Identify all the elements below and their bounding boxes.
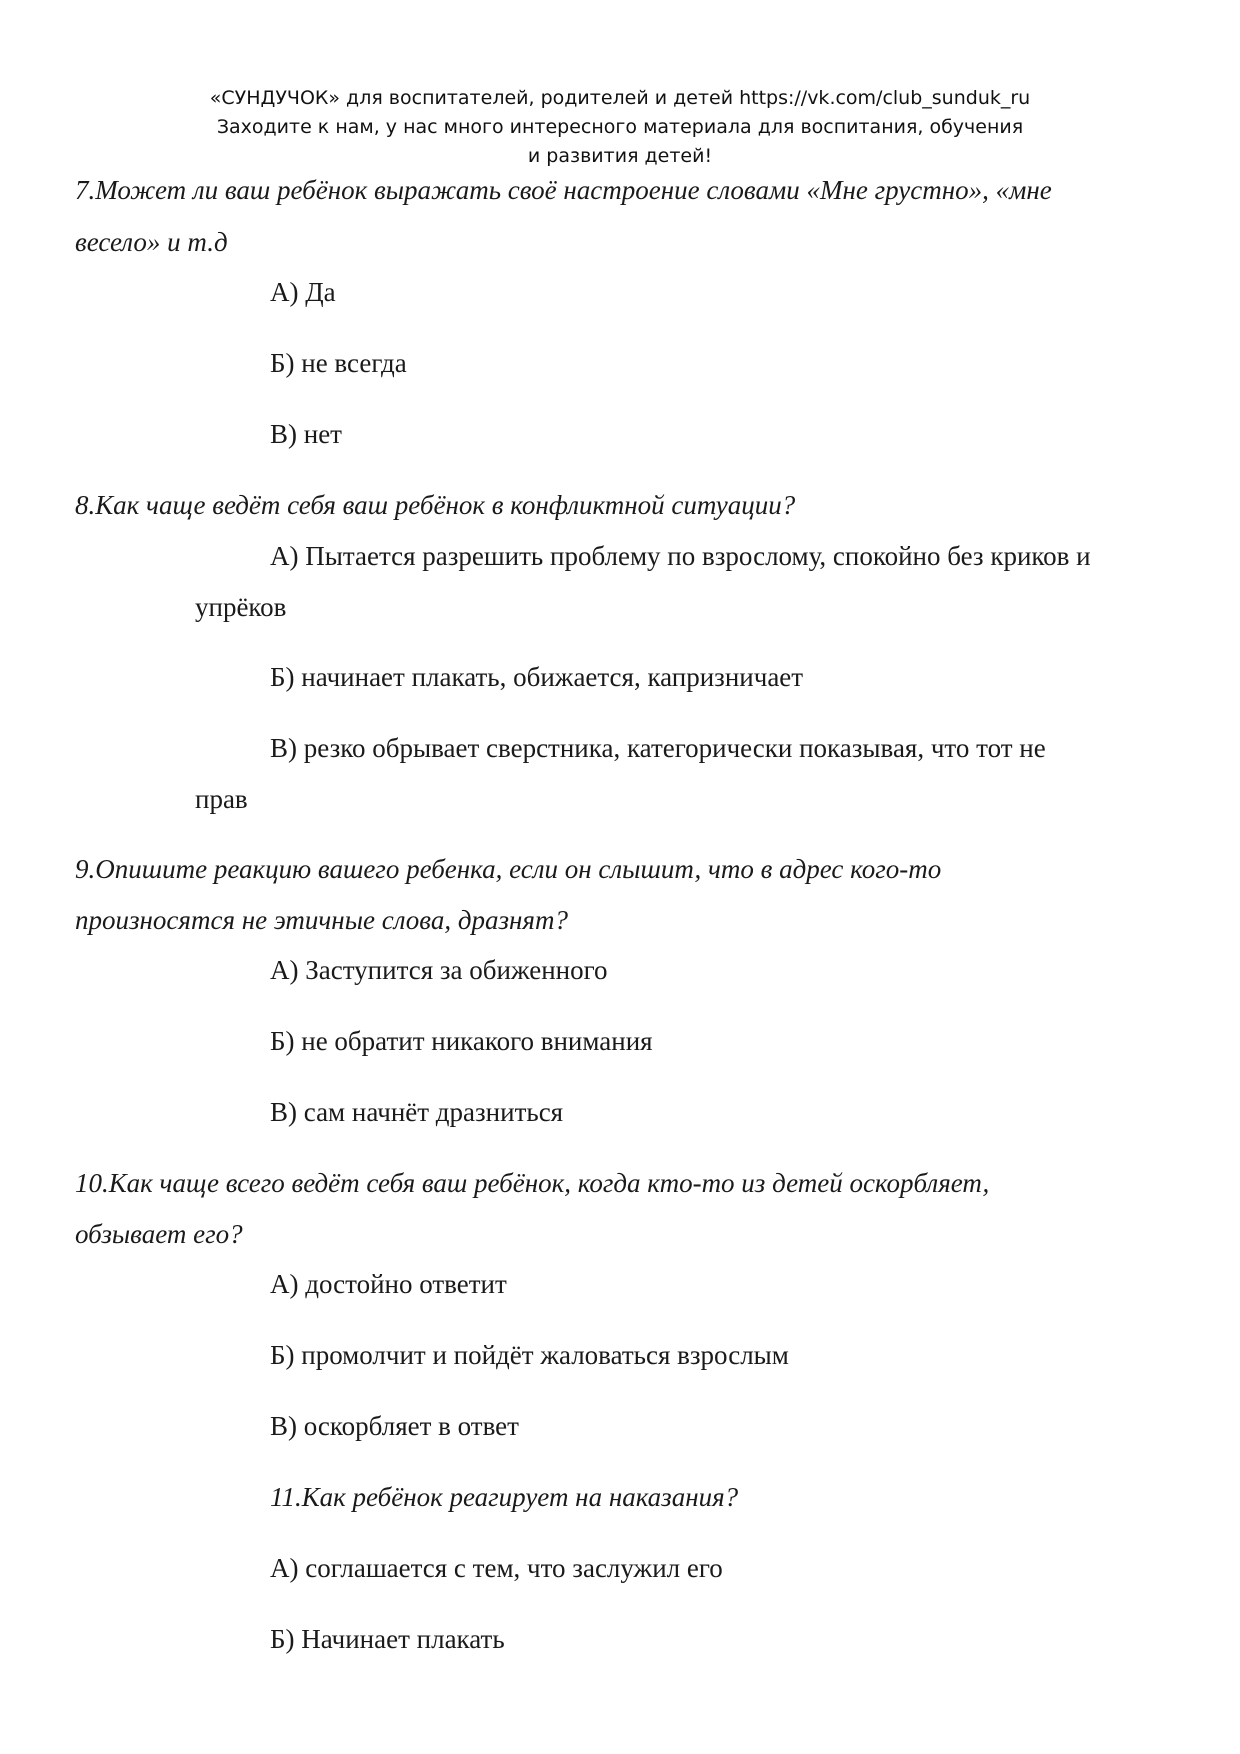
header-line-2: Заходите к нам, у нас много интересного материала для воспитания, обучения (216, 116, 1024, 138)
header-line-1: «СУНДУЧОК» для воспитателей, родителей и детей https://vk.com/club_sunduk_ru (209, 87, 1031, 109)
question-7-text-line-1: 7.Может ли ваш ребёнок выражать своё настроение словами «Мне грустно», «мне (75, 175, 1052, 205)
question-9-answer-b: Б) не обратит никакого внимания (270, 1026, 653, 1056)
question-9-answer-a: А) Заступится за обиженного (270, 955, 608, 985)
question-11-answer-b: Б) Начинает плакать (270, 1624, 505, 1654)
question-8-answer-a-continued: упрёков (195, 592, 287, 622)
question-8-answer-b: Б) начинает плакать, обижается, капризничает (270, 662, 804, 692)
question-7-answer-b: Б) не всегда (270, 348, 407, 378)
question-8-answer-c: В) резко обрывает сверстника, категорически показывая, что тот не (270, 733, 1046, 763)
question-9-text-line-1: 9.Опишите реакцию вашего ребенка, если он слышит, что в адрес кого-то (75, 854, 942, 884)
question-7-answer-a: А) Да (270, 277, 336, 307)
question-9-answer-c: В) сам начнёт дразниться (270, 1097, 564, 1127)
question-11-text-line-1: 11.Как ребёнок реагирует на наказания? (270, 1482, 739, 1512)
question-8-text-line-1: 8.Как чаще ведёт себя ваш ребёнок в конфликтной ситуации? (75, 490, 796, 520)
header-line-3: и развития детей! (527, 145, 713, 167)
question-10-answer-c: В) оскорбляет в ответ (270, 1411, 519, 1441)
question-10-answer-a: А) достойно ответит (270, 1269, 507, 1299)
question-10-answer-b: Б) промолчит и пойдёт жаловаться взрослым (270, 1340, 789, 1370)
question-9-text-line-2: произносятся не этичные слова, дразнят? (75, 905, 568, 935)
question-7-answer-c: В) нет (270, 419, 342, 449)
question-7-text-line-2: весело» и т.д (75, 227, 228, 257)
question-10-text-line-1: 10.Как чаще всего ведёт себя ваш ребёнок, когда кто-то из детей оскорбляет, (75, 1168, 990, 1198)
question-10-text-line-2: обзывает его? (75, 1219, 243, 1249)
question-8-answer-c-continued: прав (195, 784, 248, 814)
question-8-answer-a: А) Пытается разрешить проблему по взрослому, спокойно без криков и (270, 541, 1091, 571)
question-11-answer-a: А) соглашается с тем, что заслужил его (270, 1553, 723, 1583)
